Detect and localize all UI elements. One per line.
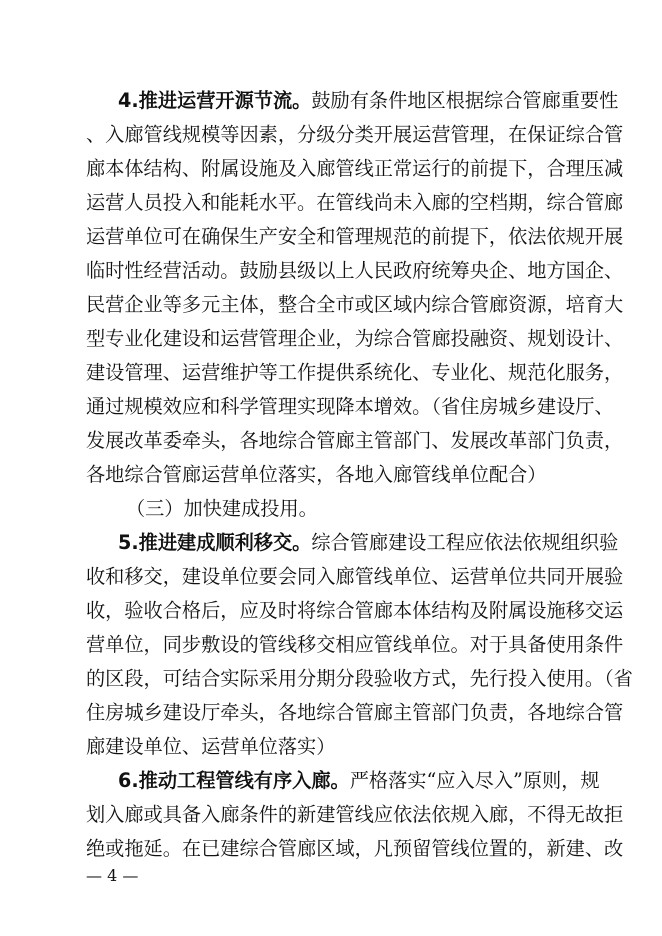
paragraph-text: 综合管廊建设工程应依法依规组织验 [311,531,619,554]
paragraph-line: 运营单位可在确保生产安全和管理规范的前提下，依法依规开展 [86,225,624,248]
paragraph-6-line-1 [86,764,600,798]
paragraph-line: 收，验收合格后，应及时将综合管廊本体结构及附属设施移交运 [86,599,624,622]
paragraph-line: 民营企业等多元主体，整合全市或区域内综合管廊资源，培育大 [86,293,624,316]
paragraph-line: 廊建设单位、运营单位落实） [86,735,336,758]
paragraph-text: 鼓励有条件地区根据综合管廊重要性 [311,89,619,112]
paragraph-line: 划入廊或具备入廊条件的新建管线应依法依规入廊，不得无故拒 [86,803,624,826]
paragraph-line: 住房城乡建设厅牵头，各地综合管廊主管部门负责，各地综合管 [86,701,624,724]
paragraph-line: 建设管理、运营维护等工作提供系统化、专业化、规范化服务， [86,361,624,384]
paragraph-5-heading: 5.推进建成顺利移交。 [118,531,312,554]
paragraph-line: 各地综合管廊运营单位落实，各地入廊管线单位配合） [86,463,547,486]
paragraph-line: 绝或拖延。在已建综合管廊区域，凡预留管线位置的，新建、改 [86,837,624,860]
paragraph-line: 的区段，可结合实际采用分期分段验收方式，先行投入使用。（省 [86,667,633,690]
paragraph-line: 型专业化建设和运营管理企业，为综合管廊投融资、规划设计、 [86,327,624,350]
paragraph-line: 临时性经营活动。鼓励县级以上人民政府统筹央企、地方国企、 [86,259,624,282]
paragraph-4-heading: 4.推进运营开源节流。 [118,89,312,112]
paragraph-line: 廊本体结构、附属设施及入廊管线正常运行的前提下，合理压减 [86,157,624,180]
paragraph-line: 发展改革委牵头，各地综合管廊主管部门、发展改革部门负责， [86,429,624,452]
paragraph-line: 收和移交，建设单位要会同入廊管线单位、运营单位共同开展验 [86,565,624,588]
page-number: — 4 — [86,866,139,885]
paragraph-4-line-1 [86,84,619,118]
section-heading: （三）加快建成投用。 [126,497,318,520]
paragraph-line: 通过规模效应和科学管理实现降本增效。（省住房城乡建设厅、 [86,395,614,418]
paragraph-5-line-1 [86,526,619,560]
paragraph-line: 、入廊管线规模等因素，分级分类开展运营管理，在保证综合管 [86,123,624,146]
paragraph-text: 严格落实“应入尽入”原则，规 [349,769,600,792]
paragraph-6-heading: 6.推动工程管线有序入廊。 [118,769,350,792]
paragraph-line: 营单位，同步敷设的管线移交相应管线单位。对于具备使用条件 [86,633,624,656]
paragraph-line: 运营人员投入和能耗水平。在管线尚未入廊的空档期，综合管廊 [86,191,624,214]
